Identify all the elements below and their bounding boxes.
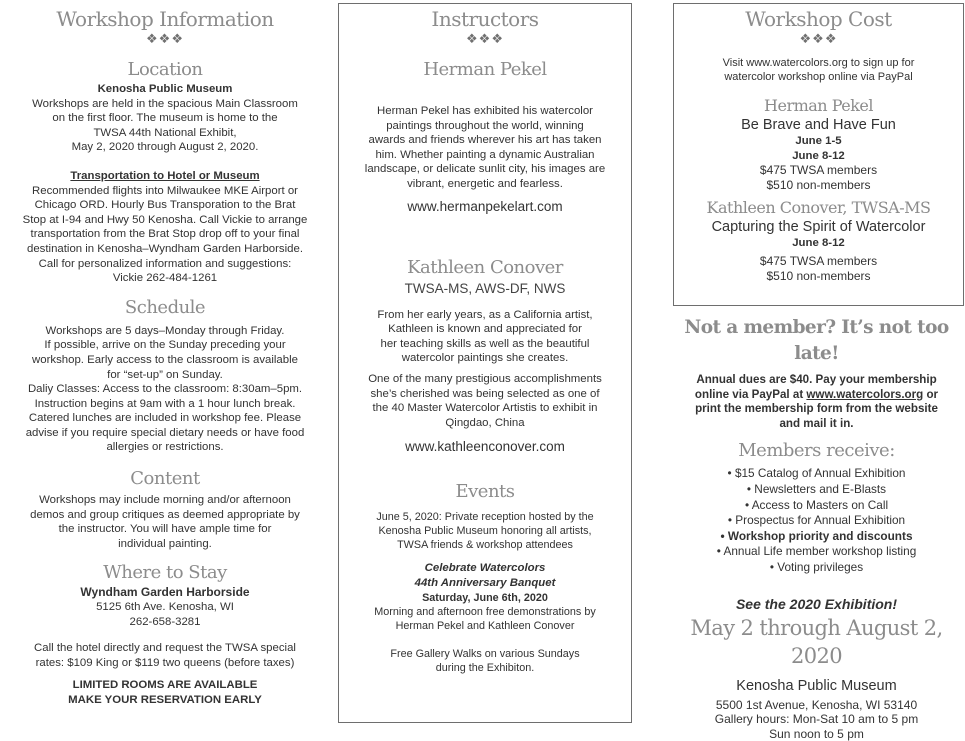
conover-price-nonmembers: $510 non-members bbox=[766, 268, 871, 283]
list-item: • Access to Masters on Call bbox=[744, 497, 889, 512]
list-item: • Annual Life member workshop listing bbox=[716, 544, 917, 559]
content-line: Workshops may include morning and/or afternoon bbox=[39, 494, 291, 507]
conover-website-link[interactable]: www.kathleenconover.com bbox=[405, 439, 565, 455]
schedule-line: Workshops are 5 days–Monday through Friday. bbox=[45, 324, 285, 337]
conover-workshop-title: Capturing the Spirit of Watercolor bbox=[711, 219, 926, 236]
transport-line: Chicago ORD. Hourly Bus Transporation to the Brat bbox=[34, 199, 296, 212]
location-line: TWSA 44th National Exhibit, bbox=[93, 126, 237, 139]
transport-line: transportation from the Brat Stop drop off to your final bbox=[30, 228, 300, 241]
list-item: • Newsletters and E-Blasts bbox=[746, 481, 887, 496]
pekel-price-members: $475 TWSA members bbox=[759, 163, 878, 178]
banquet-date: Saturday, June 6th, 2020 bbox=[422, 591, 548, 604]
dues-text: online via PayPal at bbox=[694, 387, 807, 401]
hotel-rates-line: Call the hotel directly and request the TWSA special bbox=[34, 642, 296, 655]
hotel-name: Wyndham Garden Harborside bbox=[80, 585, 250, 600]
pekel-bio-line: paintings throughout the world, winning bbox=[386, 119, 584, 132]
schedule-line: If possible, arrive on the Sunday preceding your bbox=[44, 339, 286, 352]
banquet-subtitle: 44th Anniversary Banquet bbox=[414, 576, 556, 589]
signup-line: watercolor workshop online via PayPal bbox=[724, 71, 913, 83]
reception-line: TWSA friends & workshop attendees bbox=[397, 539, 573, 552]
pekel-date: June 1-5 bbox=[795, 135, 842, 147]
diamond-ornament-icon: ❖❖❖ bbox=[799, 32, 838, 47]
hotel-rates-line: rates: $109 King or $119 two queens (before taxes) bbox=[35, 656, 295, 669]
schedule-line: workshop. Early access to the classroom is available bbox=[32, 353, 298, 366]
schedule-line: advise if you require special dietary needs or have food bbox=[25, 426, 305, 439]
schedule-heading: Schedule bbox=[124, 296, 206, 318]
dues-line bbox=[668, 388, 965, 403]
pekel-bio-line: landscape, or delicate sunlit city, his images are bbox=[364, 163, 606, 176]
see-exhibition-heading: See the 2020 Exhibition! bbox=[735, 595, 898, 612]
pekel-price-nonmembers: $510 non-members bbox=[766, 177, 871, 192]
pekel-bio-line: awards and friends wherever his art has taken bbox=[368, 134, 602, 147]
location-venue: Kenosha Public Museum bbox=[97, 83, 233, 95]
transportation-heading: Transportation to Hotel or Museum bbox=[70, 169, 260, 182]
list-item: • Workshop priority and discounts bbox=[720, 528, 913, 543]
location-heading: Location bbox=[127, 59, 203, 80]
conover-cost-heading: Kathleen Conover, TWSA-MS bbox=[706, 198, 931, 218]
transport-line: Vickie 262-484-1261 bbox=[112, 272, 218, 285]
workshop-cost-box bbox=[673, 3, 964, 306]
conover-bio-line: her teaching skills as well as the beautiful bbox=[380, 337, 590, 350]
list-item: • Voting privileges bbox=[769, 559, 864, 574]
watercolors-link[interactable]: www.watercolors.org bbox=[806, 387, 924, 401]
conover-bio-line: watercolor paintings she creates. bbox=[401, 352, 569, 365]
dues-text: or bbox=[923, 387, 939, 401]
workshop-cost-title: Workshop Cost bbox=[745, 7, 892, 31]
pekel-bio-line: vibrant, energetic and fearless. bbox=[407, 177, 563, 190]
demos-line: Herman Pekel and Kathleen Conover bbox=[395, 620, 575, 633]
kathleen-conover-heading: Kathleen Conover bbox=[407, 256, 563, 278]
pekel-website-link[interactable]: www.hermanpekelart.com bbox=[407, 198, 563, 214]
schedule-line: Daliy Classes: Access to the classroom: 8:30am–5pm. bbox=[27, 383, 303, 396]
herman-pekel-heading: Herman Pekel bbox=[423, 59, 547, 80]
benefits-list bbox=[668, 466, 965, 575]
location-line: May 2, 2020 through August 2, 2020. bbox=[71, 141, 259, 154]
conover-accomplishment-line: One of the many prestigious accomplishments bbox=[368, 372, 602, 385]
membership-section bbox=[668, 315, 965, 741]
museum-name: Kenosha Public Museum bbox=[736, 677, 897, 694]
reception-line: June 5, 2020: Private reception hosted by the bbox=[376, 511, 594, 524]
list-item: • Prospectus for Annual Exhibition bbox=[727, 513, 906, 528]
transport-line: Call for personalized information and suggestions: bbox=[38, 257, 292, 270]
not-a-member-heading: Not a member? It’s not too late! bbox=[684, 317, 949, 364]
list-item: • $15 Catalog of Annual Exhibition bbox=[727, 466, 906, 481]
content-line: individual painting. bbox=[118, 537, 212, 550]
reception-line: Kenosha Public Museum honoring all artists, bbox=[378, 525, 592, 538]
workshop-information-column bbox=[0, 0, 330, 708]
schedule-line: allergies or restrictions. bbox=[106, 441, 224, 454]
pekel-workshop-title: Be Brave and Have Fun bbox=[741, 117, 896, 133]
gallery-walks-line: Free Gallery Walks on various Sundays bbox=[390, 648, 580, 661]
transport-line: Stop at I-94 and Hwy 50 Kenosha. Call Vickie to arrange bbox=[22, 213, 308, 226]
diamond-ornament-icon: ❖❖❖ bbox=[146, 32, 184, 47]
schedule-line: for “set-up” on Sunday. bbox=[107, 368, 223, 381]
reservation-notice: MAKE YOUR RESERVATION EARLY bbox=[68, 694, 262, 706]
schedule-line: Instruction begins at 9am with a 1 hour lunch break. bbox=[34, 397, 296, 410]
instructors-column bbox=[338, 3, 632, 723]
gallery-walks-line: during the Exhibiton. bbox=[435, 662, 535, 675]
conover-price-members: $475 TWSA members bbox=[759, 253, 878, 268]
transport-line: Recommended flights into Milwaukee MKE Airport or bbox=[32, 184, 298, 197]
schedule-line: Catered lunches are included in workshop fee. Please bbox=[28, 412, 302, 425]
conover-bio-line: From her early years, as a California artist, bbox=[377, 308, 593, 321]
conover-accomplishment-line: the 40 Master Watercolor Artistis to exhibit in bbox=[372, 402, 598, 415]
members-receive-heading: Members receive: bbox=[738, 440, 895, 462]
content-line: the instructor. You will have ample time for bbox=[58, 523, 272, 536]
hotel-phone: 262-658-3281 bbox=[129, 615, 201, 628]
workshop-information-title: Workshop Information bbox=[56, 7, 274, 31]
dues-line: Annual dues are $40. Pay your membership bbox=[696, 373, 937, 386]
conover-date: June 8-12 bbox=[792, 237, 845, 250]
pekel-bio-line: Herman Pekel has exhibited his watercolor bbox=[377, 105, 593, 117]
dues-line: print the membership form from the website bbox=[695, 402, 938, 416]
conover-accomplishment-line: she’s cherished was being selected as one of bbox=[370, 387, 600, 400]
signup-line: Visit www.watercolors.org to sign up for bbox=[722, 57, 915, 69]
diamond-ornament-icon: ❖❖❖ bbox=[466, 32, 504, 47]
events-heading: Events bbox=[455, 481, 515, 503]
dues-line: and mail it in. bbox=[779, 416, 854, 430]
gallery-hours: Gallery hours: Mon-Sat 10 am to 5 pm bbox=[714, 712, 919, 727]
demos-line: Morning and afternoon free demonstrations by bbox=[374, 606, 596, 619]
banquet-title: Celebrate Watercolors bbox=[424, 562, 546, 575]
content-line: demos and group critiques as deemed appropriate by bbox=[30, 508, 300, 521]
limited-rooms-notice: LIMITED ROOMS ARE AVAILABLE bbox=[72, 679, 258, 692]
content-heading: Content bbox=[130, 468, 200, 490]
gallery-hours-sunday: Sun noon to 5 pm bbox=[769, 726, 864, 741]
museum-address: 5500 1st Avenue, Kenosha, WI 53140 bbox=[715, 697, 918, 712]
pekel-cost-heading: Herman Pekel bbox=[764, 96, 873, 115]
exhibition-dates: May 2 through August 2, 2020 bbox=[690, 615, 943, 668]
conover-credentials: TWSA-MS, AWS-DF, NWS bbox=[404, 280, 566, 296]
conover-bio-line: Kathleen is known and appreciated for bbox=[388, 323, 582, 336]
location-line: on the first floor. The museum is home to the bbox=[52, 112, 278, 125]
hotel-address: 5125 6th Ave. Kenosha, WI bbox=[96, 601, 234, 614]
where-to-stay-heading: Where to Stay bbox=[103, 562, 227, 584]
location-line: Workshops are held in the spacious Main Classroom bbox=[32, 97, 298, 110]
pekel-bio-line: him. Whether painting a dynamic Australian bbox=[375, 148, 595, 161]
instructors-title: Instructors bbox=[431, 7, 539, 31]
transport-line: destination in Kenosha–Wyndham Garden Harborside. bbox=[27, 242, 303, 255]
conover-accomplishment-line: Qingdao, China bbox=[445, 416, 525, 429]
pekel-date: June 8-12 bbox=[792, 149, 845, 162]
